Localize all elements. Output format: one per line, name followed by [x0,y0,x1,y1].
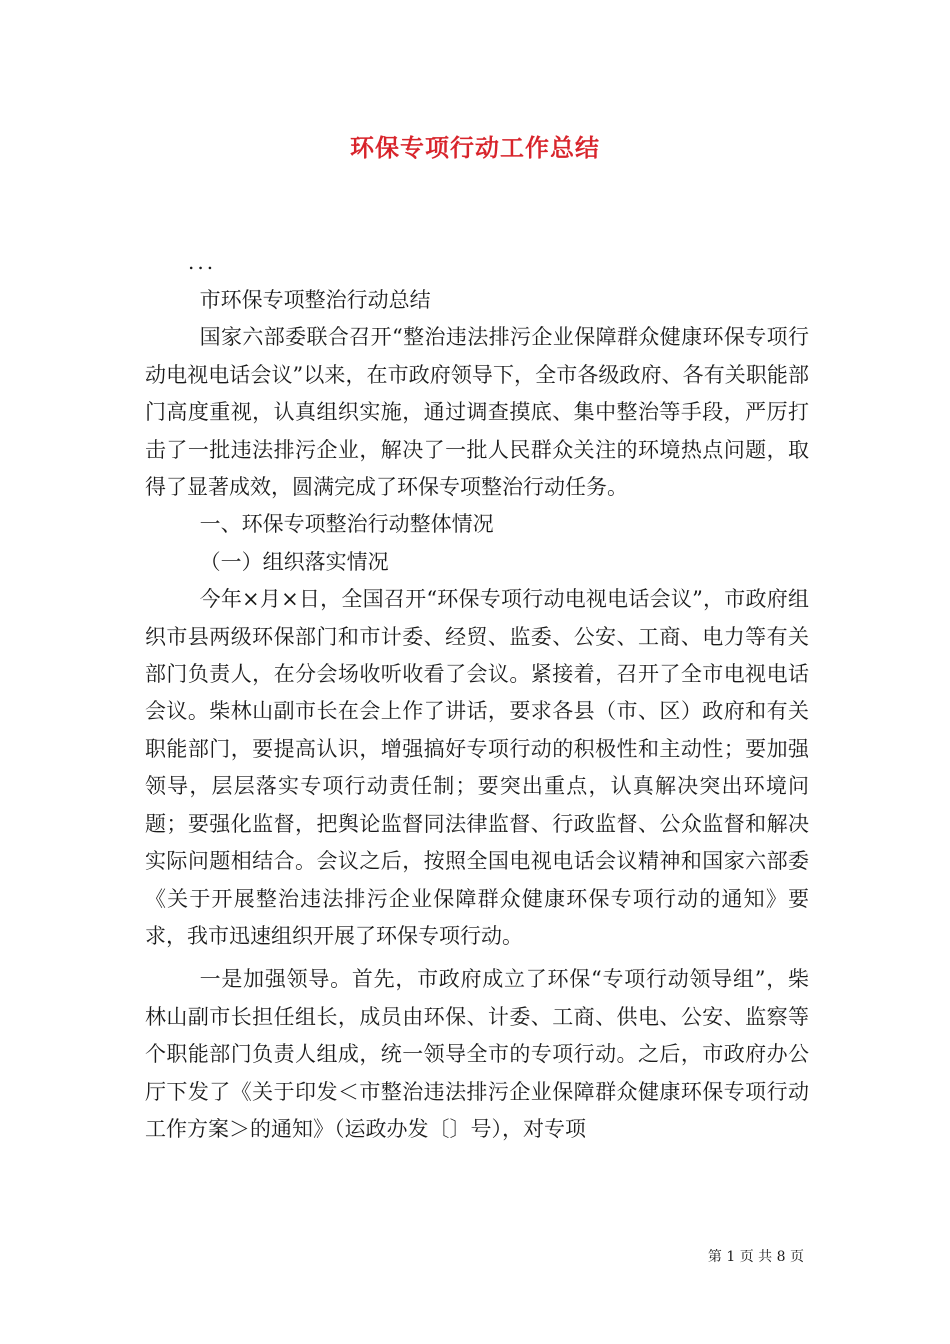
subsection-heading-1: （一）组织落实情况 [199,549,389,574]
intro-paragraph: 国家六部委联合召开“整治违法排污企业保障群众健康环保专项行动电视电话会议”以来，在市政府领导下，全市各级政府、各有关职能部门高度重视，认真组织实施，通过调查摸底、集中整治等手段，严厉打击了一批违法排污企业，解决了一批人民群众关注的环境热点问题，取得了显著成效，圆满完成了环保专项整治行动任务。 [145,325,809,500]
page-number: 第 1 页 共 8 页 [707,1249,804,1265]
section-subtitle: 市环保专项整治行动总结 [199,288,431,312]
ellipsis-mark: ... [188,250,217,274]
leadership-paragraph: 一是加强领导。首先，市政府成立了环保“专项行动领导组”，柴林山副市长担任组长，成员由环保、计委、工商、供电、公安、监察等个职能部门负责人组成，统一领导全市的专项行动。之后，市政府办公厅下发了《关于印发＜市整治违法排污企业保障群众健康环保专项行动工作方案＞的通知》（运政办发〔〕号），对专项 [145,967,809,1141]
organization-paragraph: 今年×月×日，全国召开“环保专项行动电视电话会议”，市政府组织市县两级环保部门和市计委、经贸、监委、公安、工商、电力等有关部门负责人，在分会场收听收看了会议。紧接着，召开了全市电视电话会议。柴林山副市长在会上作了讲话，要求各县（市、区）政府和有关职能部门，要提高认识，增强搞好专项行动的积极性和主动性；要加强领导，层层落实专项行动责任制；要突出重点，认真解决突出环境问题；要强化监督，把舆论监督同法律监督、行政监督、公众监督和解决实际问题相结合。会议之后，按照全国电视电话会议精神和国家六部委《关于开展整治违法排污企业保障群众健康环保专项行动的通知》要求，我市迅速组织开展了环保专项行动。 [145,587,809,948]
document-title: 环保专项行动工作总结 [350,133,600,162]
document-body [145,282,809,1148]
section-heading-1: 一、环保专项整治行动整体情况 [199,512,494,537]
